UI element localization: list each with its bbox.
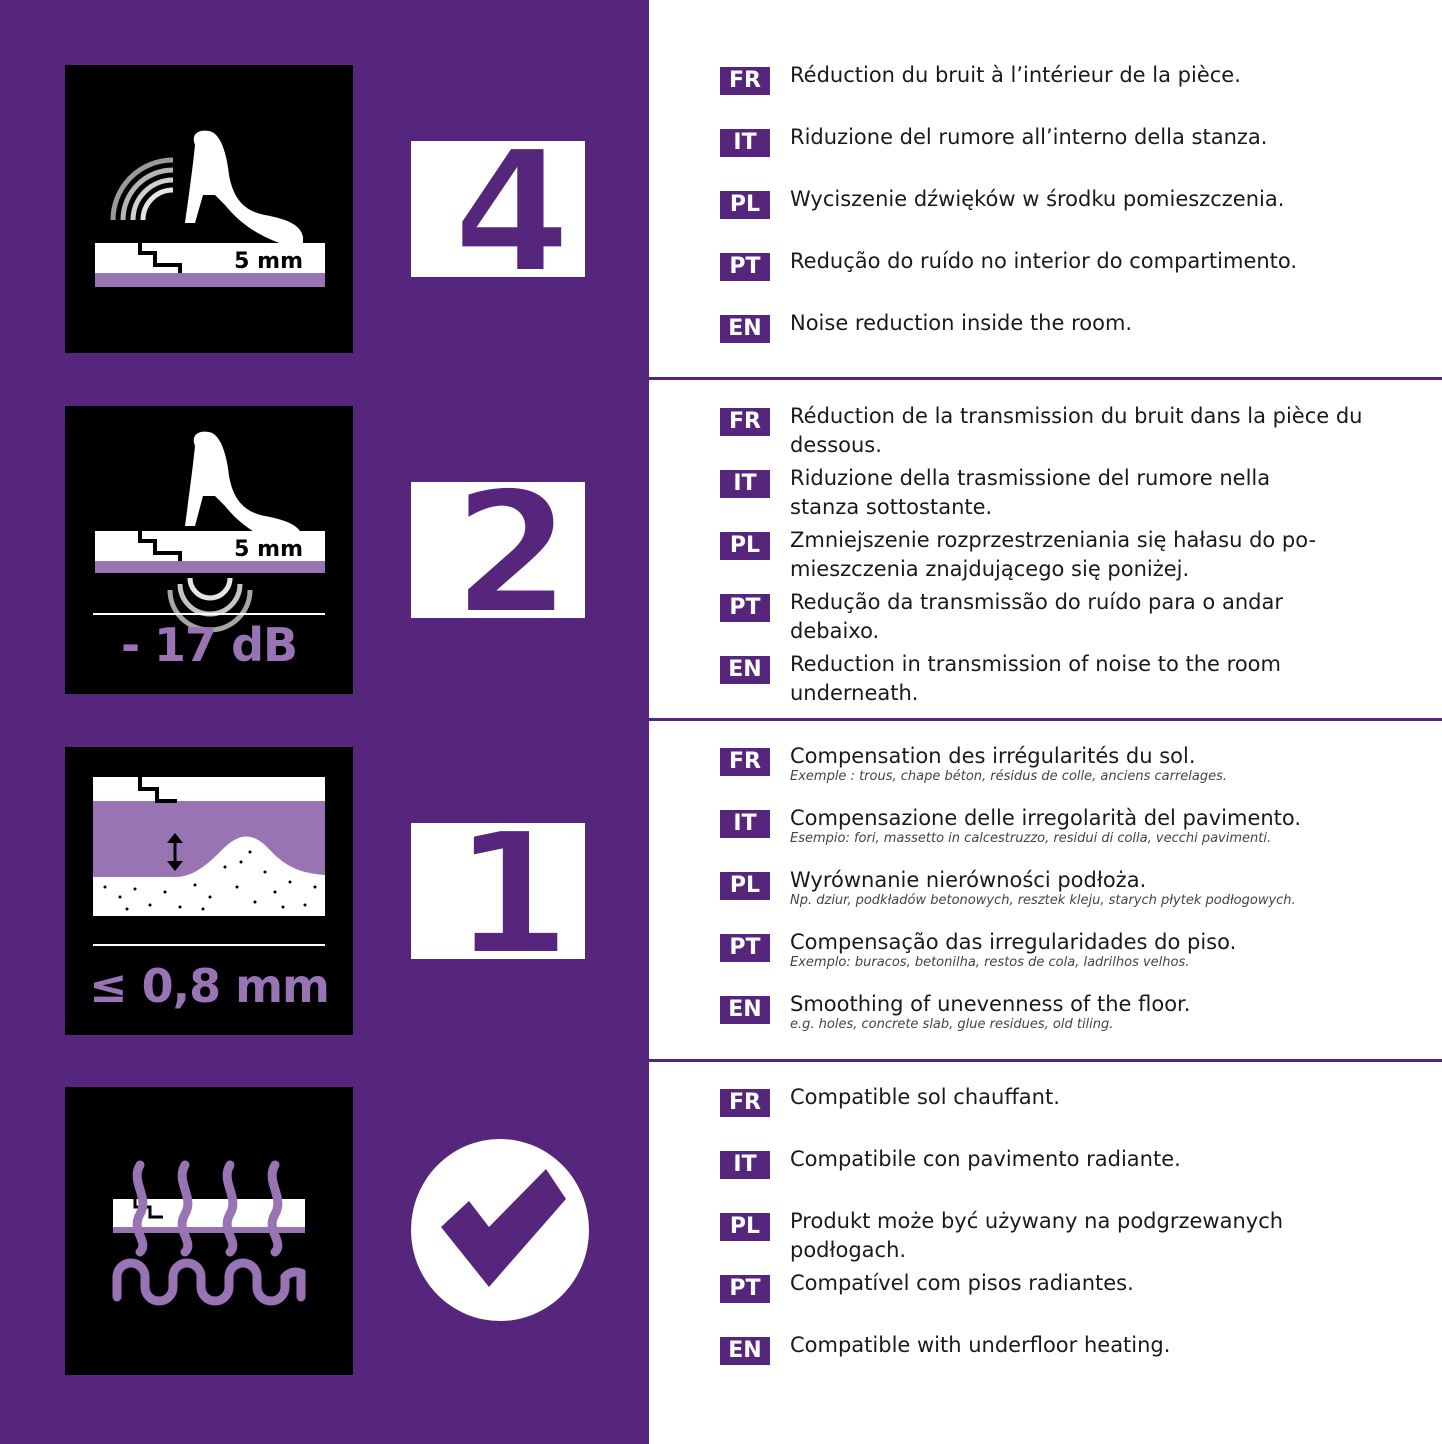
section-divider: [649, 718, 1442, 721]
heel-noise-below-icon: [65, 406, 353, 694]
lang-example: Esempio: fori, massetto in calcestruzzo, residui di colla, vecchi pavimenti.: [790, 831, 1272, 846]
lang-text: Reduction in transmission of noise to the room underneath.: [790, 652, 1281, 705]
rating-box: [411, 141, 585, 277]
lang-text: Compatibile con pavimento radiante.: [790, 1147, 1181, 1171]
lang-text: Compatível com pisos radiantes.: [790, 1271, 1134, 1295]
underfloor-heating-icon: [65, 1087, 353, 1375]
lang-badge-it: IT: [720, 1151, 770, 1179]
lang-badge-pt: PT: [720, 1275, 770, 1303]
lang-text: Produkt może być używany na podgrzewanych podłogach.: [790, 1209, 1284, 1262]
lang-text: Réduction de la transmission du bruit dans la pièce du dessous.: [790, 404, 1363, 457]
max-unevenness-value: ≤ 0,8 mm: [89, 959, 329, 1013]
lang-text: Compatible with underfloor heating.: [790, 1333, 1171, 1357]
heel-noise-room-icon: [65, 65, 353, 353]
noise-reduction-value: - 17 dB: [120, 618, 298, 672]
rating-value: 4: [452, 141, 571, 277]
lang-text: Compensation des irrégularités du sol. Exemple : trous, chape béton, résidus de colle, anciens carrelages.: [790, 742, 1420, 785]
lang-example: e.g. holes, concrete slab, glue residues, old tiling.: [790, 1017, 1114, 1032]
lang-badge-it: IT: [720, 810, 770, 838]
lang-badge-pl: PL: [720, 191, 770, 219]
lang-text: Réduction du bruit à l’intérieur de la pièce.: [790, 63, 1241, 87]
lang-example: Np. dziur, podkładów betonowych, resztek kleju, starych płytek podłogowych.: [790, 893, 1296, 908]
lang-text: Zmniejszenie rozprzestrzeniania się hałasu do po-mieszczenia znajdującego się poniżej.: [790, 528, 1317, 581]
lang-text: Wyrównanie nierówności podłoża. Np. dziur, podkładów betonowych, resztek kleju, starych płytek podłogowych.: [790, 866, 1420, 909]
lang-text: Smoothing of unevenness of the floor. e.g. holes, concrete slab, glue residues, old tiling.: [790, 990, 1420, 1033]
lang-text: Compatible sol chauffant.: [790, 1085, 1060, 1109]
thickness-label: 5 mm: [234, 249, 303, 274]
lang-example: Exemplo: buracos, betonilha, restos de cola, ladrilhos velhos.: [790, 955, 1190, 970]
uneven-floor-icon: [65, 747, 353, 1035]
lang-badge-fr: FR: [720, 748, 770, 776]
lang-text: Riduzione della trasmissione del rumore nella stanza sottostante.: [790, 466, 1271, 519]
lang-badge-pt: PT: [720, 253, 770, 281]
thickness-label: 5 mm: [234, 537, 303, 562]
rating-box: [411, 823, 585, 959]
lang-badge-en: EN: [720, 996, 770, 1024]
lang-badge-en: EN: [720, 1337, 770, 1365]
lang-badge-pl: PL: [720, 872, 770, 900]
section-divider: [649, 377, 1442, 380]
lang-badge-pl: PL: [720, 1213, 770, 1241]
rating-value: 2: [452, 482, 571, 618]
lang-badge-fr: FR: [720, 1089, 770, 1117]
lang-badge-pt: PT: [720, 934, 770, 962]
lang-text: Redução do ruído no interior do compartimento.: [790, 249, 1298, 273]
lang-badge-it: IT: [720, 470, 770, 498]
lang-badge-en: EN: [720, 656, 770, 684]
lang-text: Redução da transmissão do ruído para o andar debaixo.: [790, 590, 1283, 643]
section-divider: [649, 1059, 1442, 1062]
lang-text: Compensazione delle irregolarità del pavimento. Esempio: fori, massetto in calcestruzzo, residui di colla, vecchi pavimenti.: [790, 804, 1420, 847]
lang-text: Noise reduction inside the room.: [790, 311, 1133, 335]
check-icon: [411, 1139, 589, 1321]
lang-badge-en: EN: [720, 315, 770, 343]
lang-badge-it: IT: [720, 129, 770, 157]
lang-text: Compensação das irregularidades do piso. Exemplo: buracos, betonilha, restos de cola, ladrilhos velhos.: [790, 928, 1420, 971]
lang-example: Exemple : trous, chape béton, résidus de colle, anciens carrelages.: [790, 769, 1228, 784]
lang-badge-pt: PT: [720, 594, 770, 622]
lang-badge-fr: FR: [720, 408, 770, 436]
rating-value: 1: [452, 823, 571, 959]
lang-badge-fr: FR: [720, 67, 770, 95]
lang-text: Wyciszenie dźwięków w środku pomieszczenia.: [790, 187, 1285, 211]
lang-badge-pl: PL: [720, 532, 770, 560]
rating-box: [411, 482, 585, 618]
lang-text: Riduzione del rumore all’interno della stanza.: [790, 125, 1268, 149]
